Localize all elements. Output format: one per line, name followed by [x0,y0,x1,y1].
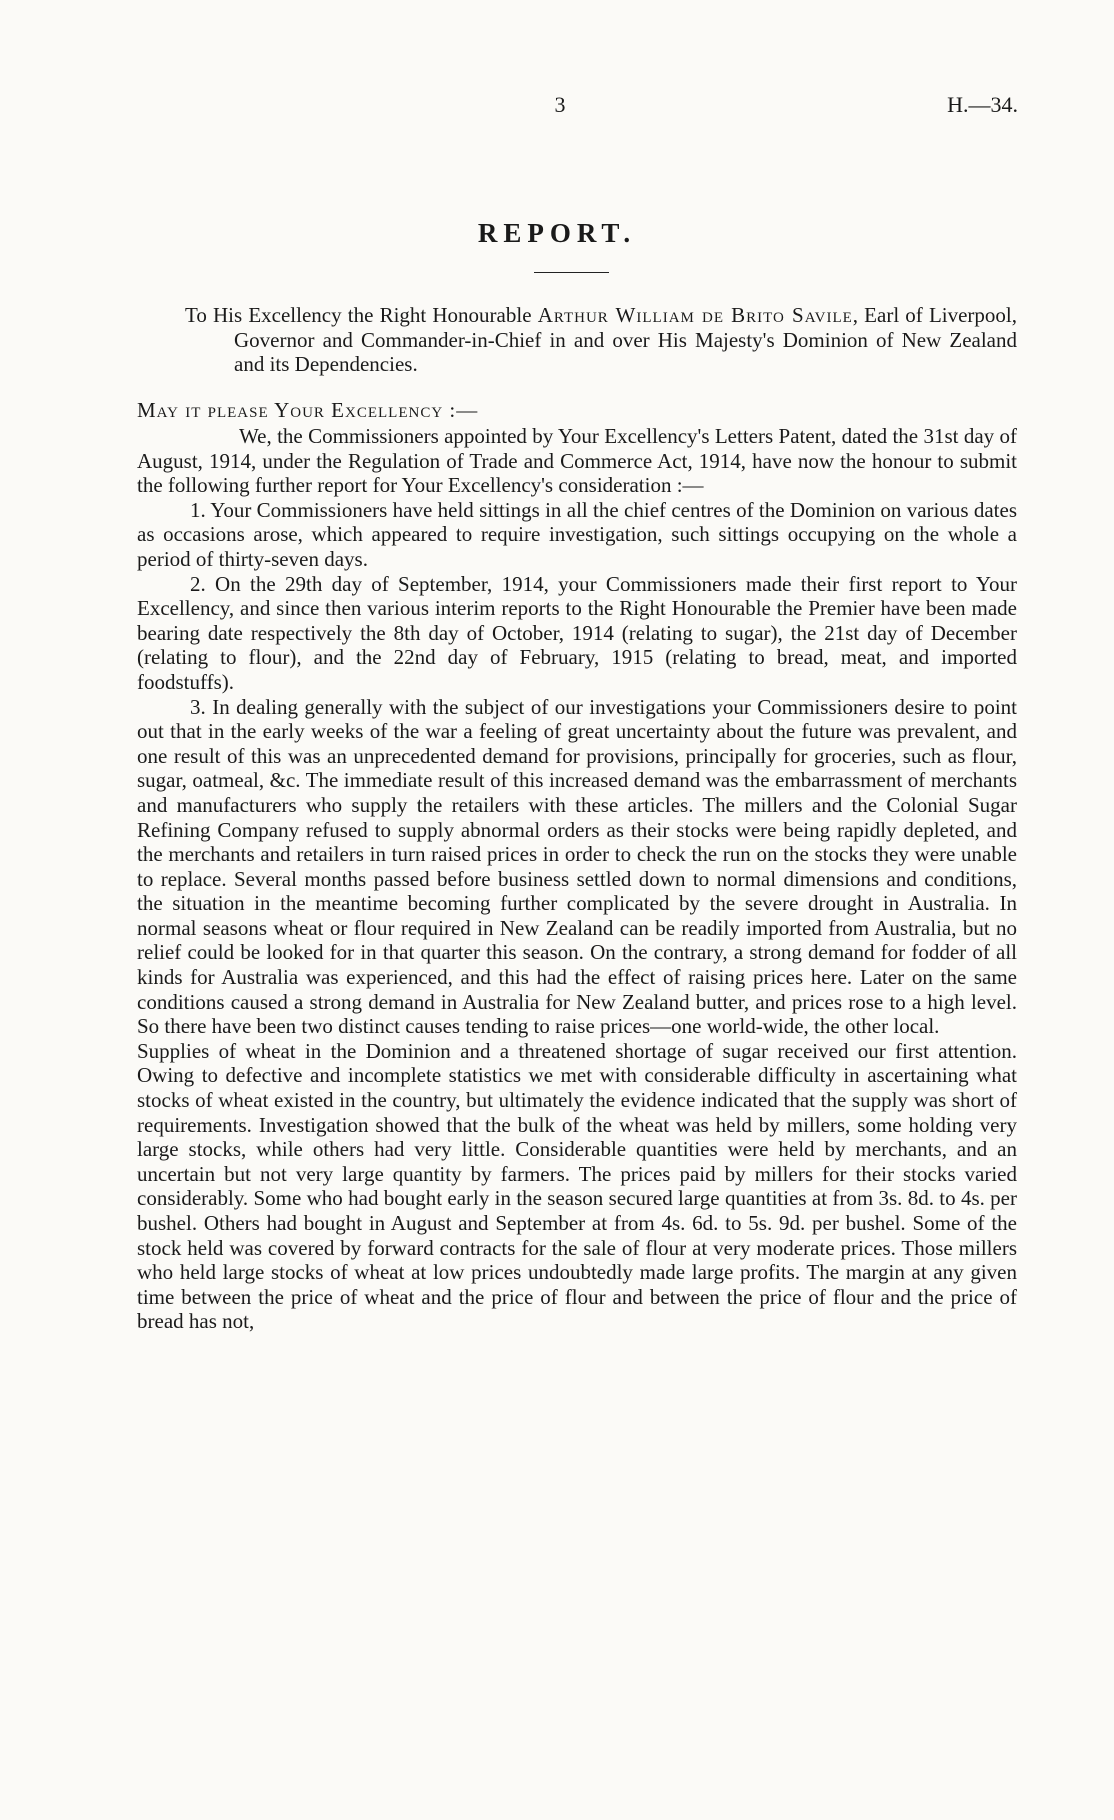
intro-paragraph: We, the Commissioners appointed by Your Excellency's Letters Patent, dated the 31st day of August, 1914, under the Regulation of Trade and Commerce Act, 1914, have now the honour to submit the following further report for Your Excellency's consideration :— [137,424,1017,498]
paragraph-1: 1. Your Commissioners have held sittings in all the chief centres of the Dominion on various dates as occasions arose, which appeared to require investigation, such sittings occupying on the whole a period of thirty-seven days. [137,497,1017,571]
paragraph-2: 2. On the 29th day of September, 1914, your Commissioners made their first report to Your Excellency, and since then various interim reports to the Right Honourable the Premier have been made bearing date respectively the 8th day of October, 1914 (relating to sugar), the 21st day of December (relating to flour), and the 22nd day of February, 1915 (relating to bread, meat, and imported foodstuffs). [137,571,1017,694]
page-number: 3 [554,92,566,117]
report-title: REPORT. [477,218,637,248]
address-rest: , Earl of Liverpool, Governor and Commander-in-Chief in and over His Majesty's Dominion of New Zealand and its Dependencies. [234,303,1018,377]
address-name: Arthur William de Brito Savile [537,303,853,327]
paragraph-3: 3. In dealing generally with the subject of our investigations your Commissioners desire to point out that in the early weeks of the war a feeling of great uncertainty about the future was prevalent, and one result of this was an unprecedented demand for provisions, principally for groceries, such as flour, sugar, oatmeal, &c. The immediate result of this increased demand was the embarrassment of merchants and manufacturers who supply the retailers with these articles. The millers and the Colonial Sugar Refining Company refused to supply abnormal orders as their stocks were being rapidly depleted, and the merchants and retailers in turn raised prices in order to check the run on the stocks they were unable to replace. Several months passed before business settled down to normal dimensions and conditions, the situation in the meantime becoming further complicated by the severe drought in Australia. In normal seasons wheat or flour required in New Zealand can be readily imported from Australia, but no relief could be looked for in that quarter this season. On the contrary, a strong demand for fodder of all kinds for Australia was experienced, and this had the effect of raising prices here. Later on the same conditions caused a strong demand in Australia for New Zealand butter, and prices rose to a high level. So there have been two distinct causes tending to raise prices—one world-wide, the other local. [137,694,1017,1039]
address-block [137,303,1017,377]
address-to: To His Excellency the Right Honourable [185,303,532,327]
title-divider [534,272,609,273]
paragraph-supplies: Supplies of wheat in the Dominion and a threatened shortage of sugar received our first attention. Owing to defective and incomplete statistics we met with considerable difficulty in ascertaining what stocks of wheat existed in the country, but ultimately the evidence indicated that the supply was short of requirements. Investigation showed that the bulk of the wheat was held by millers, some holding very large stocks, while others had very little. Considerable quantities were held by merchants, and an uncertain but not very large quantity by farmers. The prices paid by millers for their stocks varied considerably. Some who had bought early in the season secured large quantities at from 3s. 8d. to 4s. per bushel. Others had bought in August and September at from 4s. 6d. to 5s. 9d. per bushel. Some of the stock held was covered by forward contracts for the sale of flour at very moderate prices. Those millers who held large stocks of wheat at low prices undoubtedly made large profits. The margin at any given time between the price of wheat and the price of flour and between the price of flour and the price of bread has not, [137,1038,1017,1334]
document-reference: H.—34. [947,92,1018,117]
report-body [137,424,1017,1334]
salutation: May it please Your Excellency :— [137,398,479,422]
